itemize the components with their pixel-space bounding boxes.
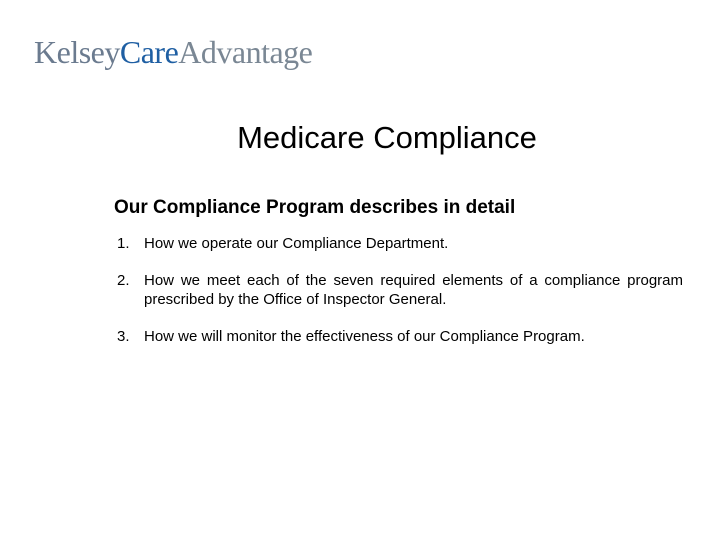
list-item-text: How we will monitor the effectiveness of our Compliance Program. bbox=[144, 328, 585, 345]
list-item-text: How we operate our Compliance Department. bbox=[144, 235, 449, 252]
compliance-list bbox=[117, 234, 683, 346]
intro-heading: Our Compliance Program describes in detail bbox=[114, 197, 516, 218]
list-item-number: 1. bbox=[117, 235, 130, 252]
list-item-number: 2. bbox=[117, 272, 130, 289]
kelseycare-advantage-logo bbox=[34, 34, 312, 71]
list-item bbox=[117, 271, 683, 309]
slide-title: Medicare Compliance bbox=[237, 120, 537, 155]
logo-care-text: Care bbox=[119, 34, 179, 70]
list-item bbox=[117, 234, 683, 253]
logo-advantage-text: Advantage bbox=[178, 34, 313, 70]
list-item-text: How we meet each of the seven required elements of a compliance program prescribed by the Office of Inspector General. bbox=[144, 272, 683, 308]
list-item-number: 3. bbox=[117, 328, 130, 345]
logo-kelsey-text: Kelsey bbox=[34, 34, 120, 70]
list-item bbox=[117, 327, 683, 346]
